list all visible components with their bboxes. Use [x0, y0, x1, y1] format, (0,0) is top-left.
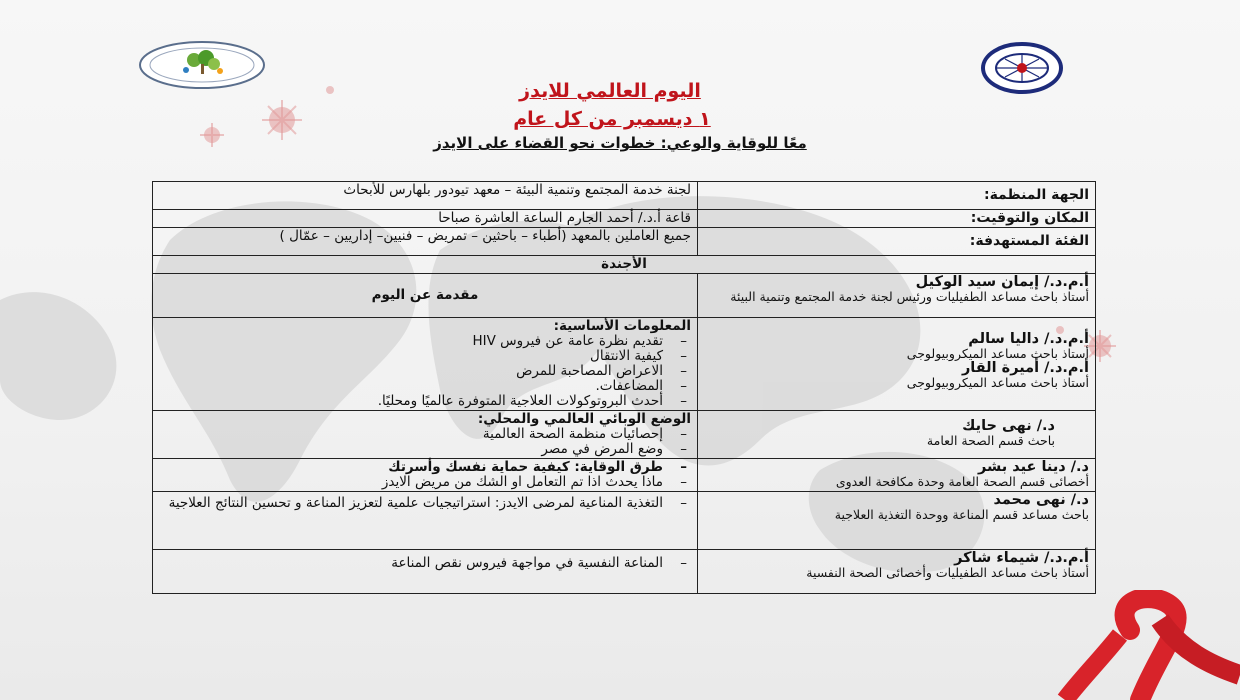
speaker-role: أستاذ باحث مساعد الطفيليات ورئيس لجنة خدمة المجتمع وتنمية البيئة — [730, 289, 1089, 304]
list-item: – الاعراض المصاحبة للمرض — [159, 364, 663, 379]
topic-cell — [153, 492, 698, 550]
topic-cell — [153, 550, 698, 594]
topic-list — [159, 460, 691, 490]
list-item: – أحدث البروتوكولات العلاجية المتوفرة عالميًا ومحليًا. — [159, 394, 663, 409]
list-item: – طرق الوقاية: كيفية حماية نفسك وأسرتك — [159, 460, 663, 475]
event-date: ١ ديسمبر من كل عام — [513, 108, 711, 130]
agenda-title: الأجندة — [153, 256, 1096, 274]
event-title: اليوم العالمي للايدز — [519, 80, 701, 102]
topic-cell — [153, 411, 698, 459]
topic-cell: مقدمة عن اليوم — [153, 274, 698, 318]
speaker-name: د./ دينا عيد بشر — [977, 459, 1089, 475]
event-theme: معًا للوقاية والوعي: خطوات نحو القضاء على الايدز — [433, 134, 807, 152]
topic-heading: الوضع الوبائي العالمي والمحلي: — [477, 411, 691, 427]
speaker-cell — [698, 274, 1096, 318]
table-row-organizer — [153, 182, 1096, 210]
table-row-audience — [153, 228, 1096, 256]
speaker-cell — [698, 550, 1096, 594]
speaker-role: أستاذ باحث مساعد الطفيليات وأخصائى الصحة النفسية — [806, 565, 1089, 580]
topic-list — [159, 334, 691, 409]
red-ribbon-icon — [1050, 590, 1240, 700]
label-audience: الفئة المستهدفة: — [698, 228, 1096, 256]
speaker-role: أستاذ باحث مساعد الميكروبيولوجى — [906, 375, 1089, 390]
list-item: – وضع المرض في مصر — [159, 442, 663, 457]
speaker-role: باحث قسم الصحة العامة — [926, 433, 1055, 448]
speaker-cell — [698, 318, 1096, 411]
speaker-role: باحث مساعد قسم المناعة ووحدة التغذية العلاجية — [834, 507, 1089, 522]
list-item: – ماذا يحدث اذا تم التعامل او الشك من مريض الايدز — [159, 475, 663, 490]
list-item: – كيفية الانتقال — [159, 349, 663, 364]
topic-list — [159, 556, 691, 571]
speaker-role: أستاذ باحث مساعد الميكروبيولوجى — [906, 346, 1089, 361]
list-item: – المضاعفات. — [159, 379, 663, 394]
topic-heading: المعلومات الأساسية: — [553, 318, 691, 334]
agenda-row — [153, 550, 1096, 594]
speaker-name: أ.م.د./ داليا سالم — [968, 331, 1089, 347]
label-organizer: الجهة المنظمة: — [698, 182, 1096, 210]
speaker-cell — [698, 411, 1096, 459]
list-item: – التغذية المناعية لمرضى الايدز: استراتيجيات علمية لتعزيز المناعة و تحسين النتائج العلاجية — [159, 496, 663, 511]
topic-cell — [153, 318, 698, 411]
speaker-name: أ.م.د./ أميرة القار — [961, 360, 1089, 376]
speaker-name: أ.م.د./ إيمان سيد الوكيل — [915, 274, 1089, 290]
list-item: – إحصائيات منظمة الصحة العالمية — [159, 427, 663, 442]
list-item: – تقديم نظرة عامة عن فيروس HIV — [159, 334, 663, 349]
speaker-name: د./ نهى حايك — [962, 418, 1055, 434]
speaker-role: أخصائى قسم الصحة العامة وحدة مكافحة العدوى — [835, 474, 1089, 489]
agenda-row — [153, 492, 1096, 550]
topic-list — [159, 427, 691, 457]
speaker-cell — [698, 492, 1096, 550]
value-audience: جميع العاملين بالمعهد (أطباء – باحثين – تمريض – فنيين– إداريين – عمّال ) — [153, 228, 698, 256]
value-organizer: لجنة خدمة المجتمع وتنمية البيئة – معهد تيودور بلهارس للأبحاث — [153, 182, 698, 210]
agenda-row — [153, 318, 1096, 411]
table-row-agenda-title — [153, 256, 1096, 274]
value-venue: قاعة أ.د./ أحمد الجارم الساعة العاشرة صباحا — [153, 210, 698, 228]
table-row-venue — [153, 210, 1096, 228]
program-table — [152, 181, 1096, 594]
speaker-name: د./ نهى محمد — [993, 492, 1089, 508]
list-item: – المناعة النفسية في مواجهة فيروس نقص المناعة — [159, 556, 663, 571]
agenda-row — [153, 411, 1096, 459]
label-venue: المكان والتوقيت: — [698, 210, 1096, 228]
speaker-name: أ.م.د./ شيماء شاكر — [954, 550, 1089, 566]
agenda-row — [153, 274, 1096, 318]
topic-list — [159, 496, 691, 511]
speaker-cell — [698, 459, 1096, 492]
topic-cell — [153, 459, 698, 492]
agenda-row — [153, 459, 1096, 492]
